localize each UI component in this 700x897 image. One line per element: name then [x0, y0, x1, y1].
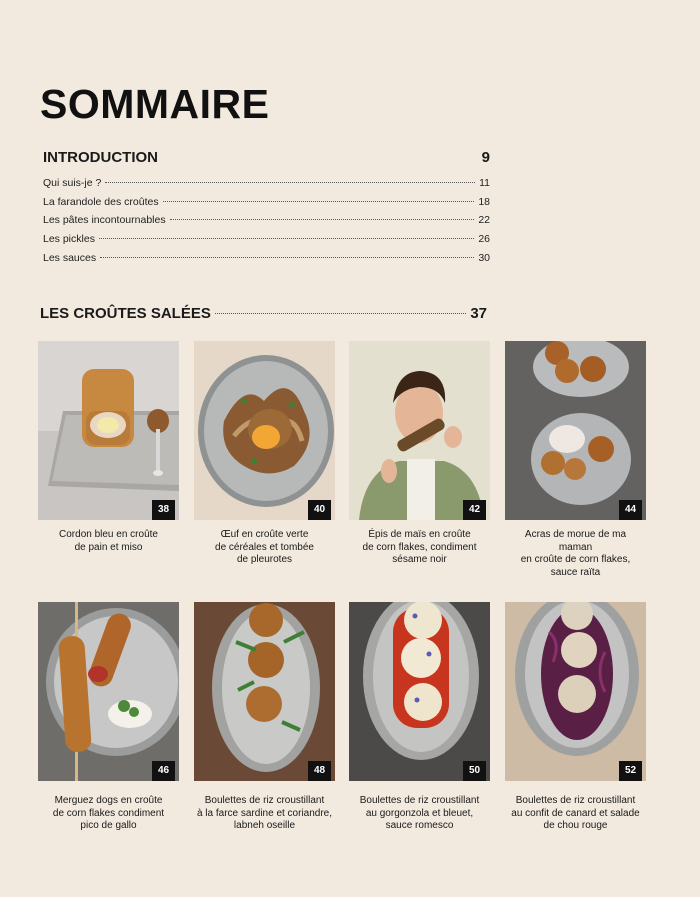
recipe-card[interactable]: [38, 341, 179, 554]
toc-introduction-page: 9: [481, 149, 490, 166]
page-badge: 40: [308, 500, 331, 520]
recipe-card[interactable]: [349, 602, 490, 833]
caption-line: de corn flakes condiment: [52, 807, 165, 819]
caption-line: sésame noir: [392, 554, 447, 566]
caption-line: de pain et miso: [74, 541, 143, 553]
caption-line: Épis de maïs en croûte: [368, 529, 471, 540]
toc-item-label: Les pâtes incontournables: [43, 214, 166, 227]
toc-introduction-list: [43, 174, 490, 267]
recipe-card[interactable]: [349, 341, 490, 567]
page-title: SOMMAIRE: [40, 81, 270, 127]
caption-line: de céréales et tombée: [215, 541, 314, 553]
toc-introduction-heading[interactable]: [43, 149, 490, 167]
caption-line: labneh oseille: [233, 820, 296, 832]
toc-section-label: LES CROÛTES SALÉES: [40, 305, 211, 322]
recipe-caption: [194, 529, 335, 567]
toc-item-page: 26: [478, 233, 490, 246]
caption-line: sauce romesco: [385, 820, 454, 832]
toc-item-label: La farandole des croûtes: [43, 195, 159, 208]
page-badge: 52: [619, 761, 642, 781]
page-badge: 46: [152, 761, 175, 781]
caption-line: à la farce sardine et coriandre,: [196, 807, 333, 819]
caption-line: Cordon bleu en croûte: [59, 529, 158, 540]
toc-item[interactable]: [43, 249, 490, 268]
rice-balls-gorgonzola-photo: [349, 602, 490, 781]
recipe-caption: [349, 795, 490, 833]
caption-line: au gorgonzola et bleuet,: [365, 807, 474, 819]
toc-item[interactable]: [43, 174, 490, 193]
egg-mushroom-photo: [194, 341, 335, 520]
toc-item-label: Les pickles: [43, 233, 95, 246]
toc-leader-dots: [100, 257, 474, 258]
recipe-caption: [38, 529, 179, 554]
toc-section-heading[interactable]: [40, 305, 487, 323]
toc-leader-dots: [99, 238, 474, 239]
corn-portrait-photo: [349, 341, 490, 520]
recipe-card[interactable]: [38, 602, 179, 833]
caption-line: Boulettes de riz croustillant: [515, 795, 636, 806]
toc-item-label: Qui suis-je ?: [43, 177, 102, 189]
recipe-card[interactable]: [194, 602, 335, 833]
toc-item[interactable]: [43, 193, 490, 212]
toc-leader-dots: [105, 182, 475, 183]
acras-photo: [505, 341, 646, 520]
caption-line: Merguez dogs en croûte: [54, 795, 163, 806]
toc-item[interactable]: [43, 211, 490, 230]
caption-line: de pleurotes: [236, 554, 293, 566]
toc-item-label: Les sauces: [43, 251, 97, 264]
recipe-card[interactable]: [505, 602, 646, 833]
merguez-dogs-photo: [38, 602, 179, 781]
toc-item-page: 18: [478, 195, 490, 208]
page-badge: 38: [152, 500, 175, 520]
toc-introduction-label: INTRODUCTION: [43, 149, 158, 166]
caption-line: sauce raïta: [550, 566, 601, 578]
recipe-caption: [505, 529, 646, 579]
caption-line: Boulettes de riz croustillant: [204, 795, 325, 806]
recipe-caption: [349, 529, 490, 567]
recipe-caption: [505, 795, 646, 833]
toc-section-page: 37: [470, 305, 487, 322]
toc-leader-dots: [215, 313, 466, 314]
recipe-caption: [38, 795, 179, 833]
caption-line: Œuf en croûte verte: [220, 529, 309, 540]
caption-line: Acras de morue de ma maman: [524, 529, 627, 553]
toc-leader-dots: [163, 201, 475, 202]
rice-balls-duck-photo: [505, 602, 646, 781]
caption-line: Boulettes de riz croustillant: [359, 795, 480, 806]
recipe-card[interactable]: [505, 341, 646, 579]
toc-item-page: 30: [478, 251, 490, 264]
recipe-caption: [194, 795, 335, 833]
toc-item[interactable]: [43, 230, 490, 249]
rice-balls-sardine-photo: [194, 602, 335, 781]
page-badge: 44: [619, 500, 642, 520]
caption-line: pico de gallo: [80, 820, 137, 832]
caption-line: en croûte de corn flakes,: [520, 554, 631, 566]
page-badge: 42: [463, 500, 486, 520]
recipe-card[interactable]: [194, 341, 335, 567]
caption-line: au confit de canard et salade: [511, 807, 640, 819]
cordon-bleu-photo: [38, 341, 179, 520]
page-badge: 48: [308, 761, 331, 781]
toc-item-page: 22: [478, 214, 490, 227]
toc-leader-dots: [170, 219, 475, 220]
caption-line: de chou rouge: [543, 820, 608, 832]
page-badge: 50: [463, 761, 486, 781]
toc-item-page: 11: [479, 177, 490, 189]
caption-line: de corn flakes, condiment: [362, 541, 477, 553]
